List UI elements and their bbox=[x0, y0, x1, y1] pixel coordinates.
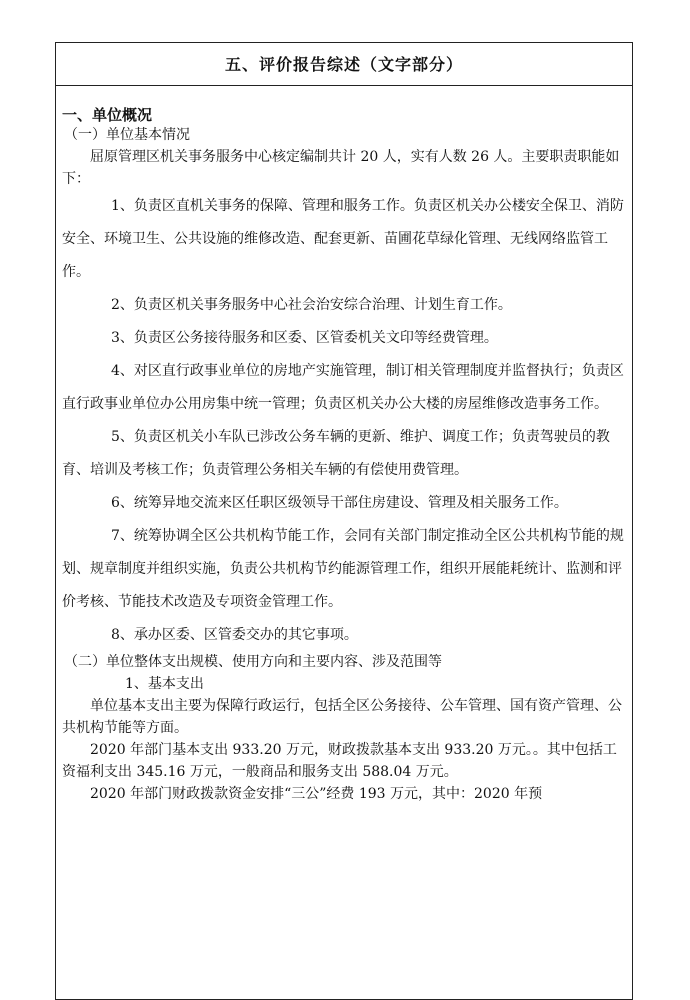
report-body bbox=[62, 105, 626, 805]
expenditure-paragraph: 单位基本支出主要为保障行政运行，包括全区公务接待、公车管理、国有资产管理、公共机构节能等方面。 bbox=[62, 698, 622, 736]
duty-item: 2、负责区机关事务服务中心社会治安综合治理、计划生育工作。 bbox=[111, 297, 512, 313]
expenditure-paragraph: 2020 年部门财政拨款资金安排“三公”经费 193 万元，其中：2020 年预 bbox=[90, 786, 543, 802]
duty-item: 8、承办区委、区管委交办的其它事项。 bbox=[111, 627, 358, 643]
duty-item: 6、统筹异地交流来区任职区级领导干部住房建设、管理及相关服务工作。 bbox=[111, 495, 568, 511]
duty-item: 3、负责区公务接待服务和区委、区管委机关文印等经费管理。 bbox=[111, 330, 498, 346]
section-heading-unit-overview: 一、单位概况 bbox=[62, 106, 153, 124]
report-frame bbox=[55, 42, 633, 1000]
page-title: 五、评价报告综述（文字部分） bbox=[224, 55, 463, 74]
intro-paragraph: 屈原管理区机关事务服务中心核定编制共计 20 人，实有人数 26 人。主要职责职能如下： bbox=[62, 149, 620, 187]
subsection-heading-basic-info: （一）单位基本情况 bbox=[64, 127, 190, 143]
duty-item: 5、负责区机关小车队已涉改公务车辆的更新、维护、调度工作；负责驾驶员的教育、培训及考核工作；负责管理公务相关车辆的有偿使用费管理。 bbox=[62, 429, 610, 478]
duty-item: 4、对区直行政事业单位的房地产实施管理，制订相关管理制度并监督执行；负责区直行政事业单位办公用房集中统一管理；负责区机关办公大楼的房屋维修改造事务工作。 bbox=[62, 363, 624, 412]
title-row bbox=[56, 43, 632, 86]
expenditure-paragraph: 2020 年部门基本支出 933.20 万元，财政拨款基本支出 933.20 万元。。其中包括工资福利支出 345.16 万元，一般商品和服务支出 588.04 万元。 bbox=[62, 742, 617, 780]
subsection-heading-expenditure: （二）单位整体支出规模、使用方向和主要内容、涉及范围等 bbox=[64, 654, 442, 670]
duty-item: 7、统筹协调全区公共机构节能工作，会同有关部门制定推动全区公共机构节能的规划、规章制度并组织实施，负责公共机构节约能源管理工作，组织开展能耗统计、监测和评价考核、节能技术改造及专项资金管理工作。 bbox=[62, 528, 624, 610]
duty-item: 1、负责区直机关事务的保障、管理和服务工作。负责区机关办公楼安全保卫、消防安全、环境卫生、公共设施的维修改造、配套更新、苗圃花草绿化管理、无线网络监管工作。 bbox=[62, 198, 624, 280]
basic-expenditure-heading: 1、基本支出 bbox=[125, 676, 204, 692]
